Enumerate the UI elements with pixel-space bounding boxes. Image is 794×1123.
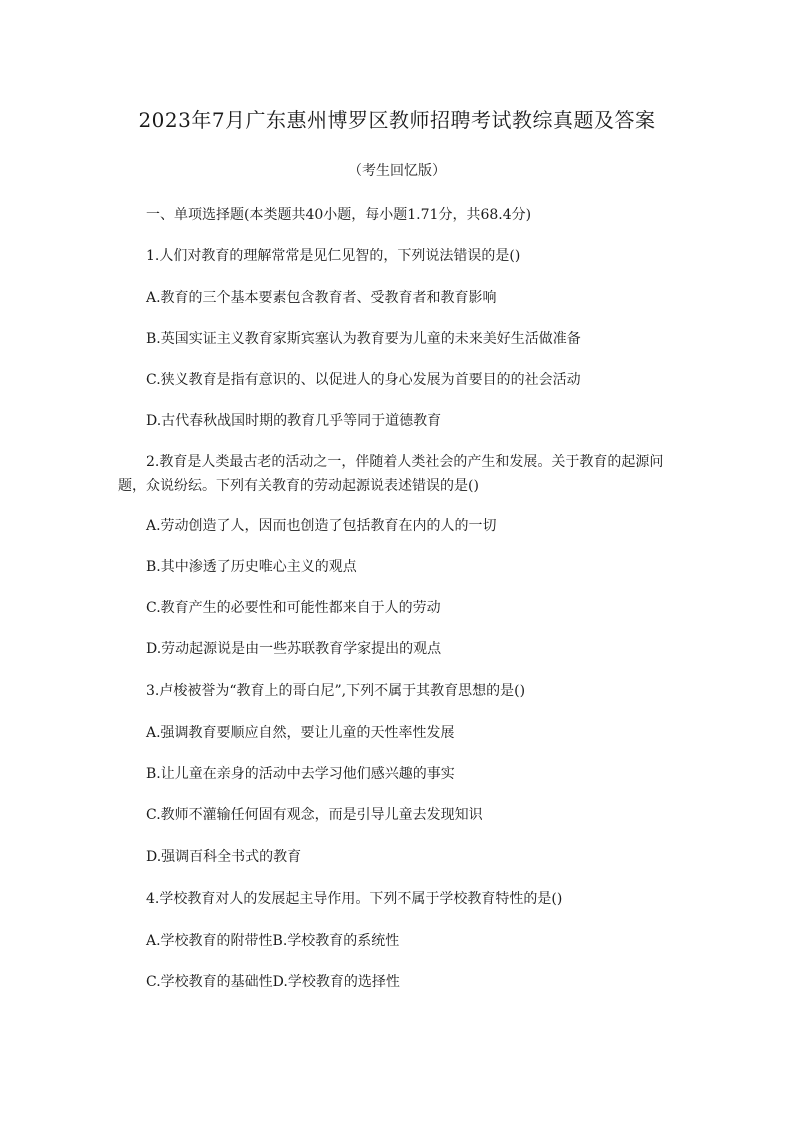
question-3-option-d: D.强调百科全书式的教育 <box>146 849 302 865</box>
page-subtitle: （考生回忆版） <box>348 163 446 179</box>
question-2-option-a: A.劳动创造了人，因而也创造了包括教育在内的人的一切 <box>146 518 497 534</box>
question-4-options-cd: C.学校教育的基础性D.学校教育的选择性 <box>146 974 400 990</box>
question-1-option-b: B.英国实证主义教育家斯宾塞认为教育要为儿童的未来美好生活做准备 <box>146 331 581 347</box>
section-heading: 一、单项选择题(本类题共40小题，每小题1.71分，共68.4分) <box>146 207 532 223</box>
question-4-options-ab: A.学校教育的附带性B.学校教育的系统性 <box>146 933 400 949</box>
question-3-option-a: A.强调教育要顺应自然，要让儿童的天性率性发展 <box>146 725 455 741</box>
question-1-option-d: D.古代春秋战国时期的教育几乎等同于道德教育 <box>146 413 442 429</box>
page-title: 2023年7月广东惠州博罗区教师招聘考试教综真题及答案 <box>138 108 656 132</box>
question-1-option-c: C.狭义教育是指有意识的、以促进人的身心发展为首要目的的社会活动 <box>146 372 581 388</box>
question-4-stem: 4.学校教育对人的发展起主导作用。下列不属于学校教育特性的是() <box>146 891 563 907</box>
question-3-stem: 3.卢梭被誉为“教育上的哥白尼”,下列不属于其教育思想的是() <box>146 683 526 699</box>
question-1-stem: 1.人们对教育的理解常常是见仁见智的，下列说法错误的是() <box>146 248 521 264</box>
question-2-stem: 2.教育是人类最古老的活动之一，伴随着人类社会的产生和发展。关于教育的起源问题，众说纷纭。下列有关教育的劳动起源说表述错误的是() <box>118 454 664 494</box>
question-1-option-a: A.教育的三个基本要素包含教育者、受教育者和教育影响 <box>146 290 497 306</box>
question-2-option-c: C.教育产生的必要性和可能性都来自于人的劳动 <box>146 600 441 616</box>
question-3-option-c: C.教师不灌输任何固有观念，而是引导儿童去发现知识 <box>146 807 483 823</box>
question-2-option-d: D.劳动起源说是由一些苏联教育学家提出的观点 <box>146 641 442 657</box>
question-3-option-b: B.让儿童在亲身的活动中去学习他们感兴趣的事实 <box>146 766 455 782</box>
question-2-option-b: B.其中渗透了历史唯心主义的观点 <box>146 559 357 575</box>
